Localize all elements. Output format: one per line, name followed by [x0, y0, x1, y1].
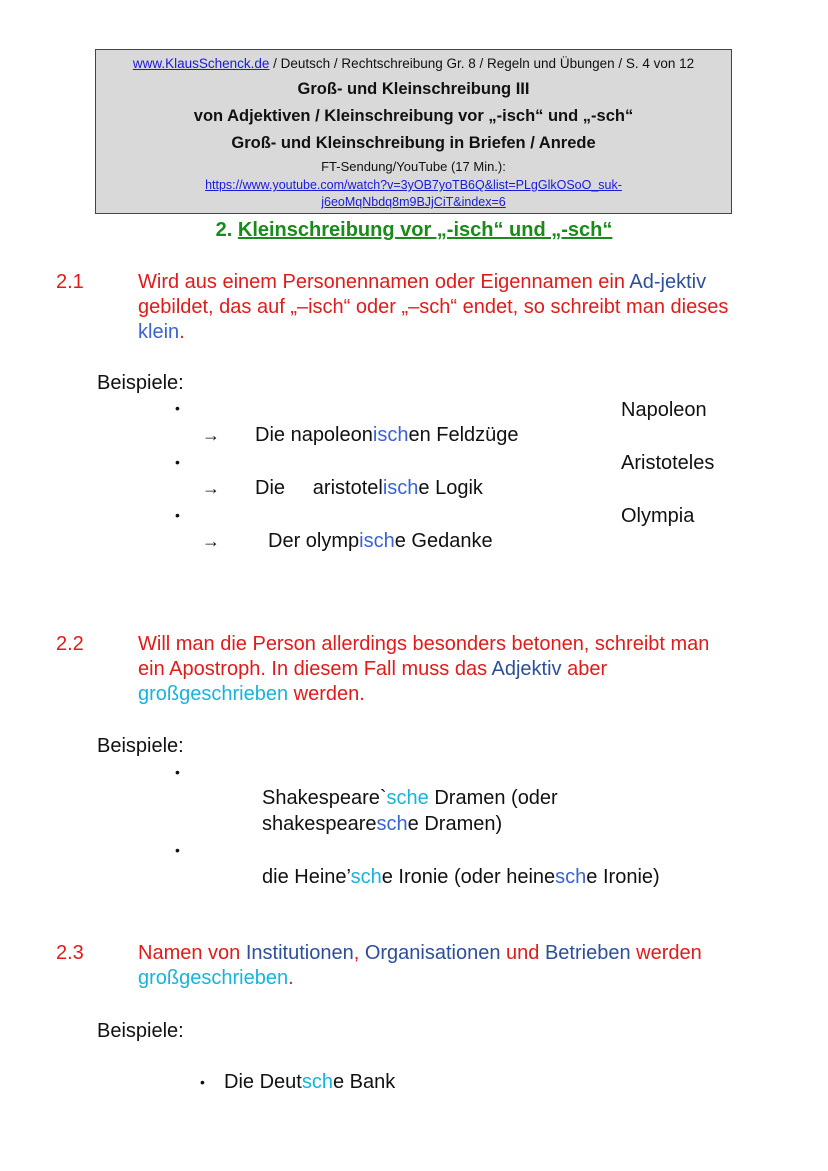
source-name: Aristoteles [621, 452, 715, 474]
ft-line: FT-Sendung/YouTube (17 Min.): [321, 159, 506, 174]
term-grossgeschrieben: großgeschrieben [138, 683, 289, 705]
term-adjektiv: Ad-jektiv [629, 271, 707, 293]
examples-label: Beispiele: [97, 372, 184, 394]
youtube-link-line-1[interactable]: https://www.youtube.com/watch?v=3yOB7yoTB6Q&list=PLgGlkOSoO_suk- [205, 178, 622, 192]
rule-2-1 [56, 270, 730, 345]
bullet: • [175, 507, 180, 523]
source-name: Napoleon [621, 399, 707, 421]
rule-number: 2.1 [56, 271, 84, 293]
examples-label: Beispiele: [97, 1020, 184, 1042]
rule-text: werden. [288, 683, 365, 705]
section-number: 2. [215, 219, 238, 241]
section-title-text: Kleinschreibung vor „-isch“ und „-sch“ [237, 219, 613, 241]
bullet: • [175, 400, 180, 416]
example-text: shakespearesche Dramen) [262, 813, 503, 835]
rule-number: 2.3 [56, 942, 84, 964]
section-title [0, 219, 828, 242]
title-line-2: von Adjektiven / Kleinschreibung vor „-isch“ und „-sch“ [193, 107, 634, 125]
rule-text: Wird aus einem Personennamen oder Eigennamen ein [138, 271, 630, 293]
term-klein: klein [138, 321, 180, 343]
rule-2-2 [56, 632, 730, 707]
rule-2-3: 2.3 Namen von Institutionen, Organisationen und Betrieben werden großgeschrieben. [56, 942, 702, 989]
site-link[interactable]: www.KlausSchenck.de [132, 56, 270, 71]
rule-text: gebildet, das auf „–isch“ oder „–sch“ endet, so schreibt man dieses [138, 296, 729, 318]
bullet: • [175, 454, 180, 470]
rule-number: 2.2 [56, 633, 84, 655]
example-text: Die napoleonischen Feldzüge [255, 424, 519, 446]
rule-text: Will man die Person allerdings besonders betonen, schreibt man ein Apostroph. In diesem Fall muss das [138, 633, 710, 680]
example-text: Shakespeare`sche Dramen (oder [262, 787, 558, 809]
breadcrumb: / Deutsch / Rechtschreibung Gr. 8 / Regeln und Übungen / S. 4 von 12 [269, 56, 695, 71]
example-text: Der olympische Gedanke [268, 530, 493, 552]
example-text: Die aristotelische Logik [255, 477, 483, 499]
rule-text: aber [561, 658, 608, 680]
arrow-icon: → [202, 425, 220, 445]
term-adjektiv: Adjektiv [491, 658, 562, 680]
youtube-link-line-2[interactable]: j6eoMqNbdq8m9BJjCiT&index=6 [321, 195, 506, 209]
source-name: Olympia [621, 505, 695, 527]
source-line [96, 56, 731, 71]
bullet: • [175, 764, 180, 780]
title-line-1: Groß- und Kleinschreibung III [297, 80, 530, 98]
title-line-3: Groß- und Kleinschreibung in Briefen / Anrede [231, 134, 596, 152]
example-text: die Heine’sche Ironie (oder heinesche Ironie) [262, 866, 660, 888]
rule-text: . [179, 321, 185, 343]
arrow-icon: → [202, 478, 220, 498]
header-box [95, 49, 732, 214]
examples-label: Beispiele: [97, 735, 184, 757]
arrow-icon: → [202, 531, 220, 551]
bullet: • [200, 1074, 205, 1090]
example-text: Die Deutsche Bank [224, 1071, 396, 1093]
bullet: • [175, 842, 180, 858]
